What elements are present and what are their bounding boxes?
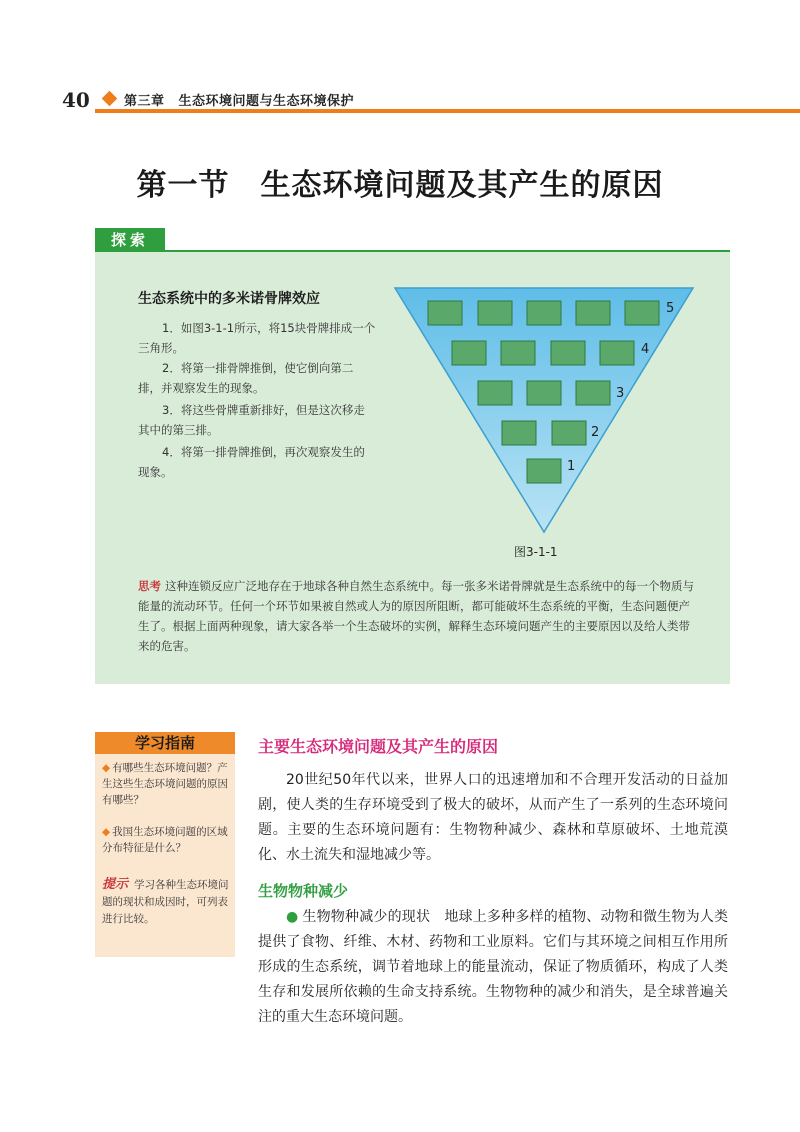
- section-title: 第一节 生态环境问题及其产生的原因: [136, 168, 664, 203]
- row-label-4: 4: [641, 342, 650, 357]
- para2-lead: 生物物种减少的现状: [302, 909, 431, 925]
- diamond-icon: ◆: [102, 762, 111, 774]
- think-paragraph: [138, 576, 698, 656]
- main-paragraph-2: [258, 905, 728, 1030]
- row-label-3: 3: [616, 386, 625, 401]
- explore-step-2: 2．将第一排骨牌推倒，使它倒向第二排，并观察发生的现象。: [138, 361, 354, 395]
- tip-label: 提示: [102, 877, 129, 892]
- domino-row-1: [527, 459, 561, 483]
- bullet-dot-icon: ●: [286, 909, 299, 925]
- row-label-2: 2: [591, 425, 600, 440]
- row-label-1: 1: [567, 459, 576, 474]
- main-paragraph-1: 20世纪50年代以来，世界人口的迅速增加和不合理开发活动的日益加剧，使人类的生存环境受到了极大的破坏，从而产生了一系列的生态环境问题。主要的生态环境问题有：生物物种减少、森林和草原破坏、土地荒漠化、水土流失和湿地减少等。: [258, 772, 728, 863]
- header-rule: [95, 109, 800, 113]
- study-guide-title: 学习指南: [95, 732, 235, 754]
- main-section-heading: 主要生态环境问题及其产生的原因: [258, 737, 499, 756]
- diamond-icon: ◆: [102, 826, 111, 838]
- explore-step-3: 3．将这些骨牌重新排好，但是这次移走其中的第三排。: [138, 403, 365, 437]
- explore-tab: 探索: [95, 228, 165, 252]
- explore-step-4: 4．将第一排骨牌推倒，再次观察发生的现象。: [138, 445, 365, 479]
- guide-tip: [102, 876, 230, 928]
- figure-caption: 图3-1-1: [514, 545, 558, 559]
- explore-heading: 生态系统中的多米诺骨牌效应: [138, 291, 320, 307]
- page-number: 40: [62, 88, 90, 112]
- explore-rule: [165, 250, 730, 252]
- guide-item-2: ◆ 我国生态环境问题的区域分布特征是什么？: [102, 826, 228, 854]
- think-label: 思考: [138, 579, 161, 593]
- row-label-5: 5: [666, 301, 675, 316]
- tip-text: 学习各种生态环境问题的现状和成因时，可列表进行比较。: [102, 879, 229, 925]
- running-header: [124, 90, 354, 109]
- subsection-heading: 生物物种减少: [258, 882, 349, 900]
- explore-step-1: 1．如图3-1-1所示，将15块骨牌排成一个三角形。: [138, 321, 376, 355]
- chapter-label: 第三章: [124, 94, 165, 109]
- domino-pyramid-figure: [390, 285, 700, 535]
- domino-row-3: [478, 381, 610, 405]
- chapter-title: 生态环境问题与生态环境保护: [178, 94, 355, 109]
- para2-text: 地球上多种多样的植物、动物和微生物为人类提供了食物、纤维、木材、药物和工业原料。它们与其环境之间相互作用所形成的生态系统，调节着地球上的能量流动，保证了物质循环，构成了人类生存和发展所依赖的生命支持系统。生物物种的减少和消失，是全球普遍关注的重大生态环境问题。: [258, 909, 729, 1025]
- guide-item-1: ◆ 有哪些生态环境问题？产生这些生态环境问题的原因有哪些？: [102, 762, 228, 806]
- header-diamond-icon: [102, 91, 118, 107]
- think-text: 这种连锁反应广泛地存在于地球各种自然生态系统中。每一张多米诺骨牌就是生态系统中的每一个物质与能量的流动环节。任何一个环节如果被自然或人为的原因所阻断，都可能破坏生态系统的平衡，生态问题便产生了。根据上面两种现象，请大家各举一个生态破坏的实例，解释生态环境问题产生的主要原因以及给人类带来的危害。: [138, 579, 694, 653]
